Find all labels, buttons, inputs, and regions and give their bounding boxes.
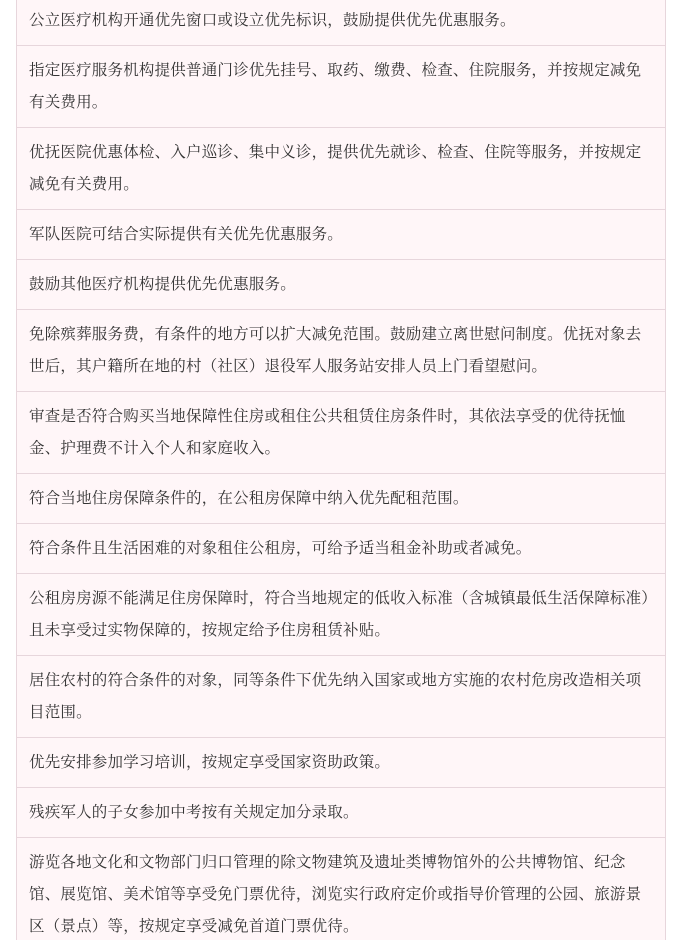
- policy-row: 游览各地文化和文物部门归口管理的除文物建筑及遗址类博物馆外的公共博物馆、纪念馆、展览馆、美术馆等享受免门票优待，浏览实行政府定价或指导价管理的公园、旅游景区（景点）等，按规定享受减免首道门票优待。: [17, 838, 665, 940]
- policy-row: 符合条件且生活困难的对象租住公租房，可给予适当租金补助或者减免。: [17, 524, 665, 574]
- policy-row: 免除殡葬服务费，有条件的地方可以扩大减免范围。鼓励建立离世慰问制度。优抚对象去世后，其户籍所在地的村（社区）退役军人服务站安排人员上门看望慰问。: [17, 310, 665, 392]
- policy-row: 符合当地住房保障条件的，在公租房保障中纳入优先配租范围。: [17, 474, 665, 524]
- policy-row: 审查是否符合购买当地保障性住房或租住公共租赁住房条件时，其依法享受的优待抚恤金、护理费不计入个人和家庭收入。: [17, 392, 665, 474]
- policy-row: 公租房房源不能满足住房保障时，符合当地规定的低收入标准（含城镇最低生活保障标准）且未享受过实物保障的，按规定给予住房租赁补贴。: [17, 574, 665, 656]
- policy-row: 残疾军人的子女参加中考按有关规定加分录取。: [17, 788, 665, 838]
- policy-row: 公立医疗机构开通优先窗口或设立优先标识，鼓励提供优先优惠服务。: [17, 0, 665, 46]
- policy-row: 鼓励其他医疗机构提供优先优惠服务。: [17, 260, 665, 310]
- policy-row: 优抚医院优惠体检、入户巡诊、集中义诊，提供优先就诊、检查、住院等服务，并按规定减免有关费用。: [17, 128, 665, 210]
- policy-table: [16, 0, 666, 940]
- policy-row: 指定医疗服务机构提供普通门诊优先挂号、取药、缴费、检查、住院服务，并按规定减免有关费用。: [17, 46, 665, 128]
- policy-row: 居住农村的符合条件的对象，同等条件下优先纳入国家或地方实施的农村危房改造相关项目范围。: [17, 656, 665, 738]
- policy-row: 优先安排参加学习培训，按规定享受国家资助政策。: [17, 738, 665, 788]
- policy-row: 军队医院可结合实际提供有关优先优惠服务。: [17, 210, 665, 260]
